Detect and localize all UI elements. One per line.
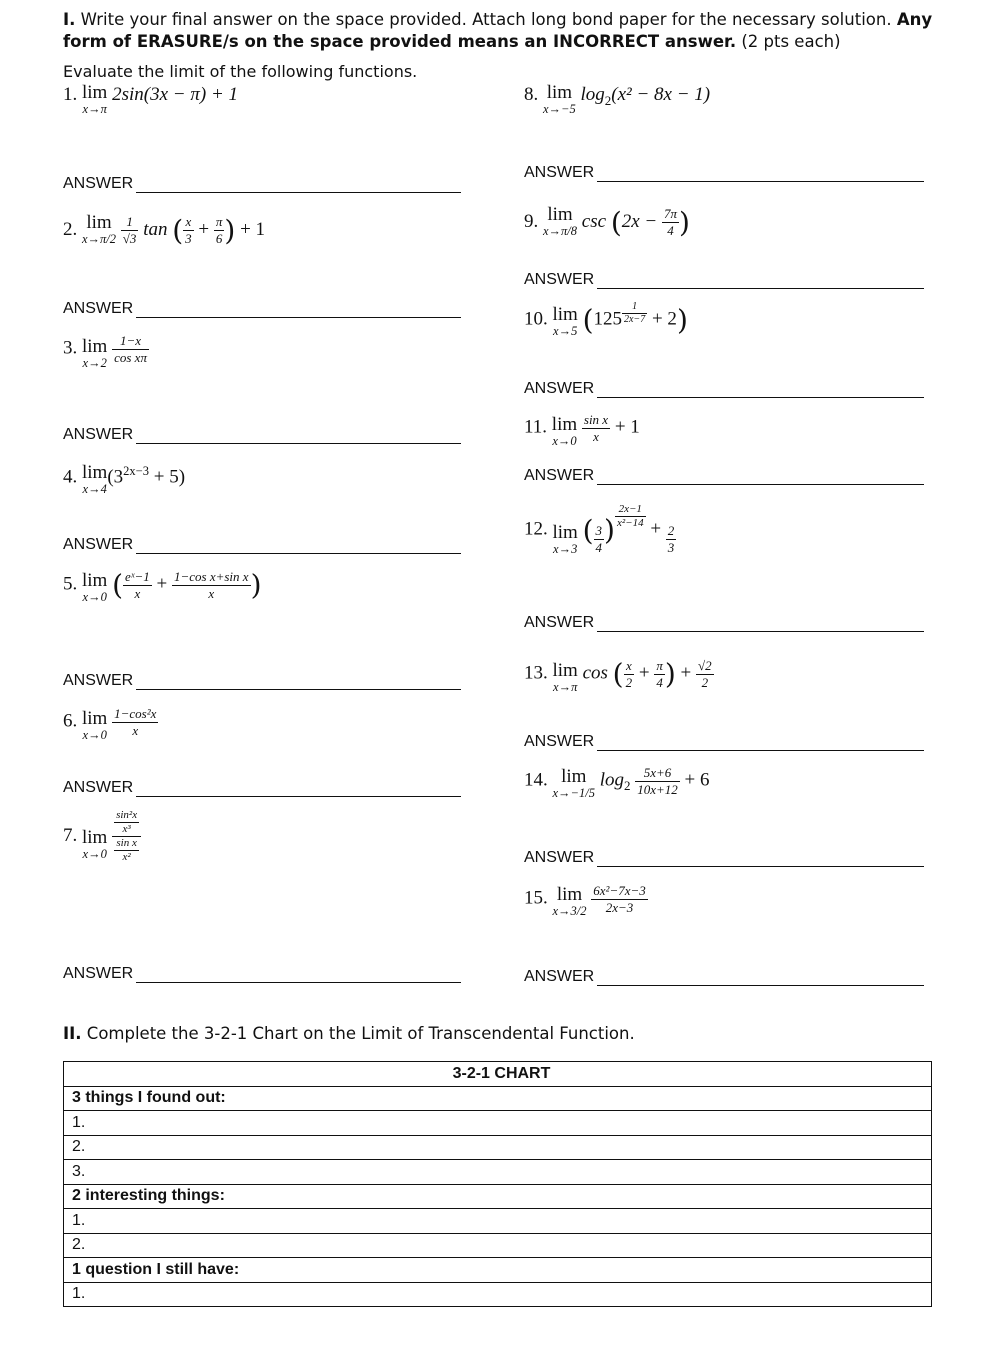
problem-2: 2. lim x→π/2 $\frac{1}{√3}$ tan ( $\frac{x}{3}$ + $\frac{\pi}{6}$ ) + 1 [63, 212, 266, 247]
answer-4[interactable]: ANSWER [63, 536, 463, 556]
answer-5[interactable]: ANSWER [63, 672, 463, 692]
chart-row[interactable]: 1. [64, 1282, 932, 1307]
instructions-warning: Any form of ERASURE/s on the space provided means an INCORRECT answer. [63, 10, 933, 51]
problem-3: 3. lim x→2 $\frac{1-x}{\text{cos xπ}}$ [63, 332, 147, 370]
answer-9[interactable]: ANSWER [524, 271, 924, 291]
answer-8[interactable]: ANSWER [524, 164, 924, 184]
chart-row[interactable]: 2. [64, 1233, 932, 1258]
problem-7: 7. lim x→0 $\frac{\frac{\text{sin²x}}{\text{x³}}}{\frac{\text{sin x}}{\text{x²}}}$ [63, 810, 141, 863]
answer-11[interactable]: ANSWER [524, 467, 924, 487]
answer-7[interactable]: ANSWER [63, 965, 463, 985]
answer-14[interactable]: ANSWER [524, 849, 924, 869]
answer-3[interactable]: ANSWER [63, 426, 463, 446]
chart-row[interactable]: 2. [64, 1135, 932, 1160]
chart-title: 3-2-1 CHART [64, 1062, 932, 1087]
chart-321-table [63, 1061, 932, 1307]
problem-number: 1. [63, 84, 78, 105]
part2-heading [63, 1024, 635, 1043]
problem-12: 12. lim x→3 ( $\frac{3}{4}$ ) $\frac{2x-1}{\text{x²−14}}$ + $\frac{2}{3}$ [524, 503, 675, 556]
problem-number: 2. [63, 218, 78, 240]
limit-subscript: x→π/2 [82, 232, 117, 246]
problem-1: 1. lim x→π 2sin(3x − π) + 1 [63, 82, 239, 116]
limit-subscript: x→π [82, 102, 107, 116]
problem-expression: 2sin(3x − π) + 1 [112, 84, 239, 105]
answer-2[interactable]: ANSWER [63, 300, 463, 320]
problem-11: 11. lim x→0 $\frac{\text{sin x}}{x}$ + 1 [524, 411, 640, 448]
problem-14: 14. lim x→−1/5 $\log_2$ $\frac{5x+6}{10x+12}$ + 6 [524, 764, 710, 800]
problem-13: 13. lim x→π cos ( $\frac{x}{2}$ + $\frac{\pi}{4}$ ) + $\frac{√2}{2}$ [524, 657, 712, 694]
chart-row: 2 interesting things: [64, 1184, 932, 1209]
problem-6: 6. lim x→0 $\frac{\text{1−cos²x}}{x}$ [63, 705, 157, 742]
chart-row[interactable]: 1. [64, 1111, 932, 1136]
instructions-points: (2 pts each) [736, 32, 841, 51]
chart-row[interactable]: 3. [64, 1160, 932, 1185]
chart-row[interactable]: 1. [64, 1209, 932, 1234]
part2-text: Complete the 3-2-1 Chart on the Limit of Transcendental Function. [81, 1024, 635, 1043]
problem-4: 4. lim x→4 $(3^{2x-3} + 5)$ [63, 462, 186, 496]
problem-8: 8. lim x→−5 $\log_2(x^2 - 8x - 1)$ [524, 82, 711, 116]
problem-10: 10. lim x→5 (125 $\frac{1}{2x-7}$ + 2) [524, 301, 688, 338]
instructions-text: Write your final answer on the space provided. Attach long bond paper for the necessary solution. [75, 10, 897, 29]
chart-row: 1 question I still have: [64, 1258, 932, 1283]
answer-12[interactable]: ANSWER [524, 614, 924, 634]
answer-6[interactable]: ANSWER [63, 779, 463, 799]
answer-13[interactable]: ANSWER [524, 733, 924, 753]
answer-15[interactable]: ANSWER [524, 968, 924, 988]
part2-label: II. [63, 1024, 82, 1043]
problem-9: 9. lim x→π/8 csc (2x − $\frac{7\pi}{4}$ ) [524, 204, 690, 239]
subheading: Evaluate the limit of the following functions. [63, 62, 418, 81]
section-label: I. [63, 10, 76, 29]
answer-1[interactable]: ANSWER [63, 175, 463, 195]
chart-row: 3 things I found out: [64, 1086, 932, 1111]
problem-15: 15. lim x→3/2 $\frac{\text{6x²−7x−3}}{2x-3}$ [524, 882, 646, 918]
problem-5: 5. lim x→0 ( $\frac{\text{eˣ−1}}{x}$ + $\frac{\text{1−cos x+sin x}}{x}$ ) [63, 568, 262, 604]
instructions [63, 9, 943, 53]
answer-10[interactable]: ANSWER [524, 380, 924, 400]
